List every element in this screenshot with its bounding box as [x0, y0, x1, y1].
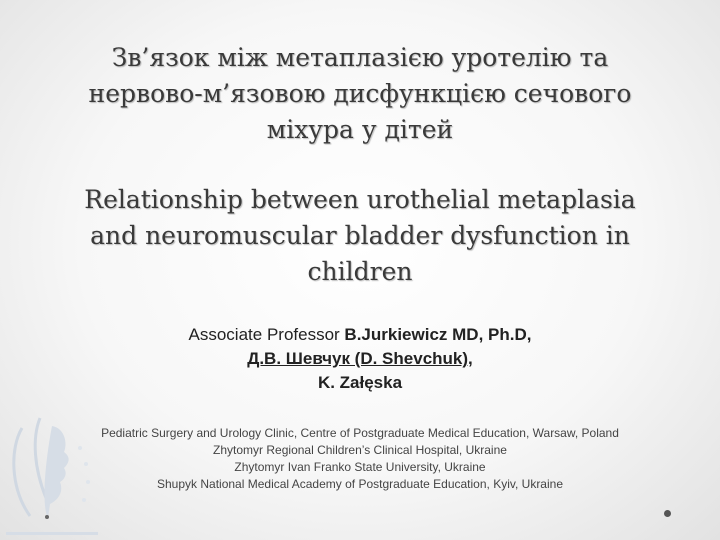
title-english: [40, 182, 680, 290]
author-1-title: Associate Professor: [188, 325, 345, 344]
conference-logo-icon: [2, 408, 102, 540]
title-en-line: and neuromuscular bladder dysfunction in: [90, 221, 630, 250]
title-ua-line: Зв’язок між метаплазією уротелію та: [111, 43, 609, 72]
affiliation-item: Shupyk National Medical Academy of Postgraduate Education, Kyiv, Ukraine: [157, 477, 563, 491]
author-1: [80, 323, 640, 347]
authors: [80, 323, 640, 395]
title-ukrainian: [40, 40, 680, 148]
title-en-line: Relationship between urothelial metaplasia: [84, 185, 636, 214]
title-block: [40, 40, 680, 290]
title-en-line: children: [307, 257, 413, 286]
author-2: Д.В. Шевчук (D. Shevchuk),: [247, 349, 473, 368]
title-ua-line: нервово-м’язовою дисфункцією сечового: [88, 79, 632, 108]
affiliation-item: Zhytomyr Ivan Franko State University, Ukraine: [234, 460, 486, 474]
title-ua-line: міхура у дітей: [266, 115, 454, 144]
small-dot-decoration: [45, 515, 49, 519]
affiliations: [60, 425, 660, 493]
slide-dot-decoration: [664, 510, 671, 517]
affiliation-item: Zhytomyr Regional Children’s Clinical Hospital, Ukraine: [213, 443, 507, 457]
author-3: K. Załęska: [317, 373, 403, 392]
affiliation-item: Pediatric Surgery and Urology Clinic, Centre of Postgraduate Medical Education, Warsaw, Poland: [101, 426, 619, 440]
author-1-name: B.Jurkiewicz MD, Ph.D,: [344, 325, 532, 344]
